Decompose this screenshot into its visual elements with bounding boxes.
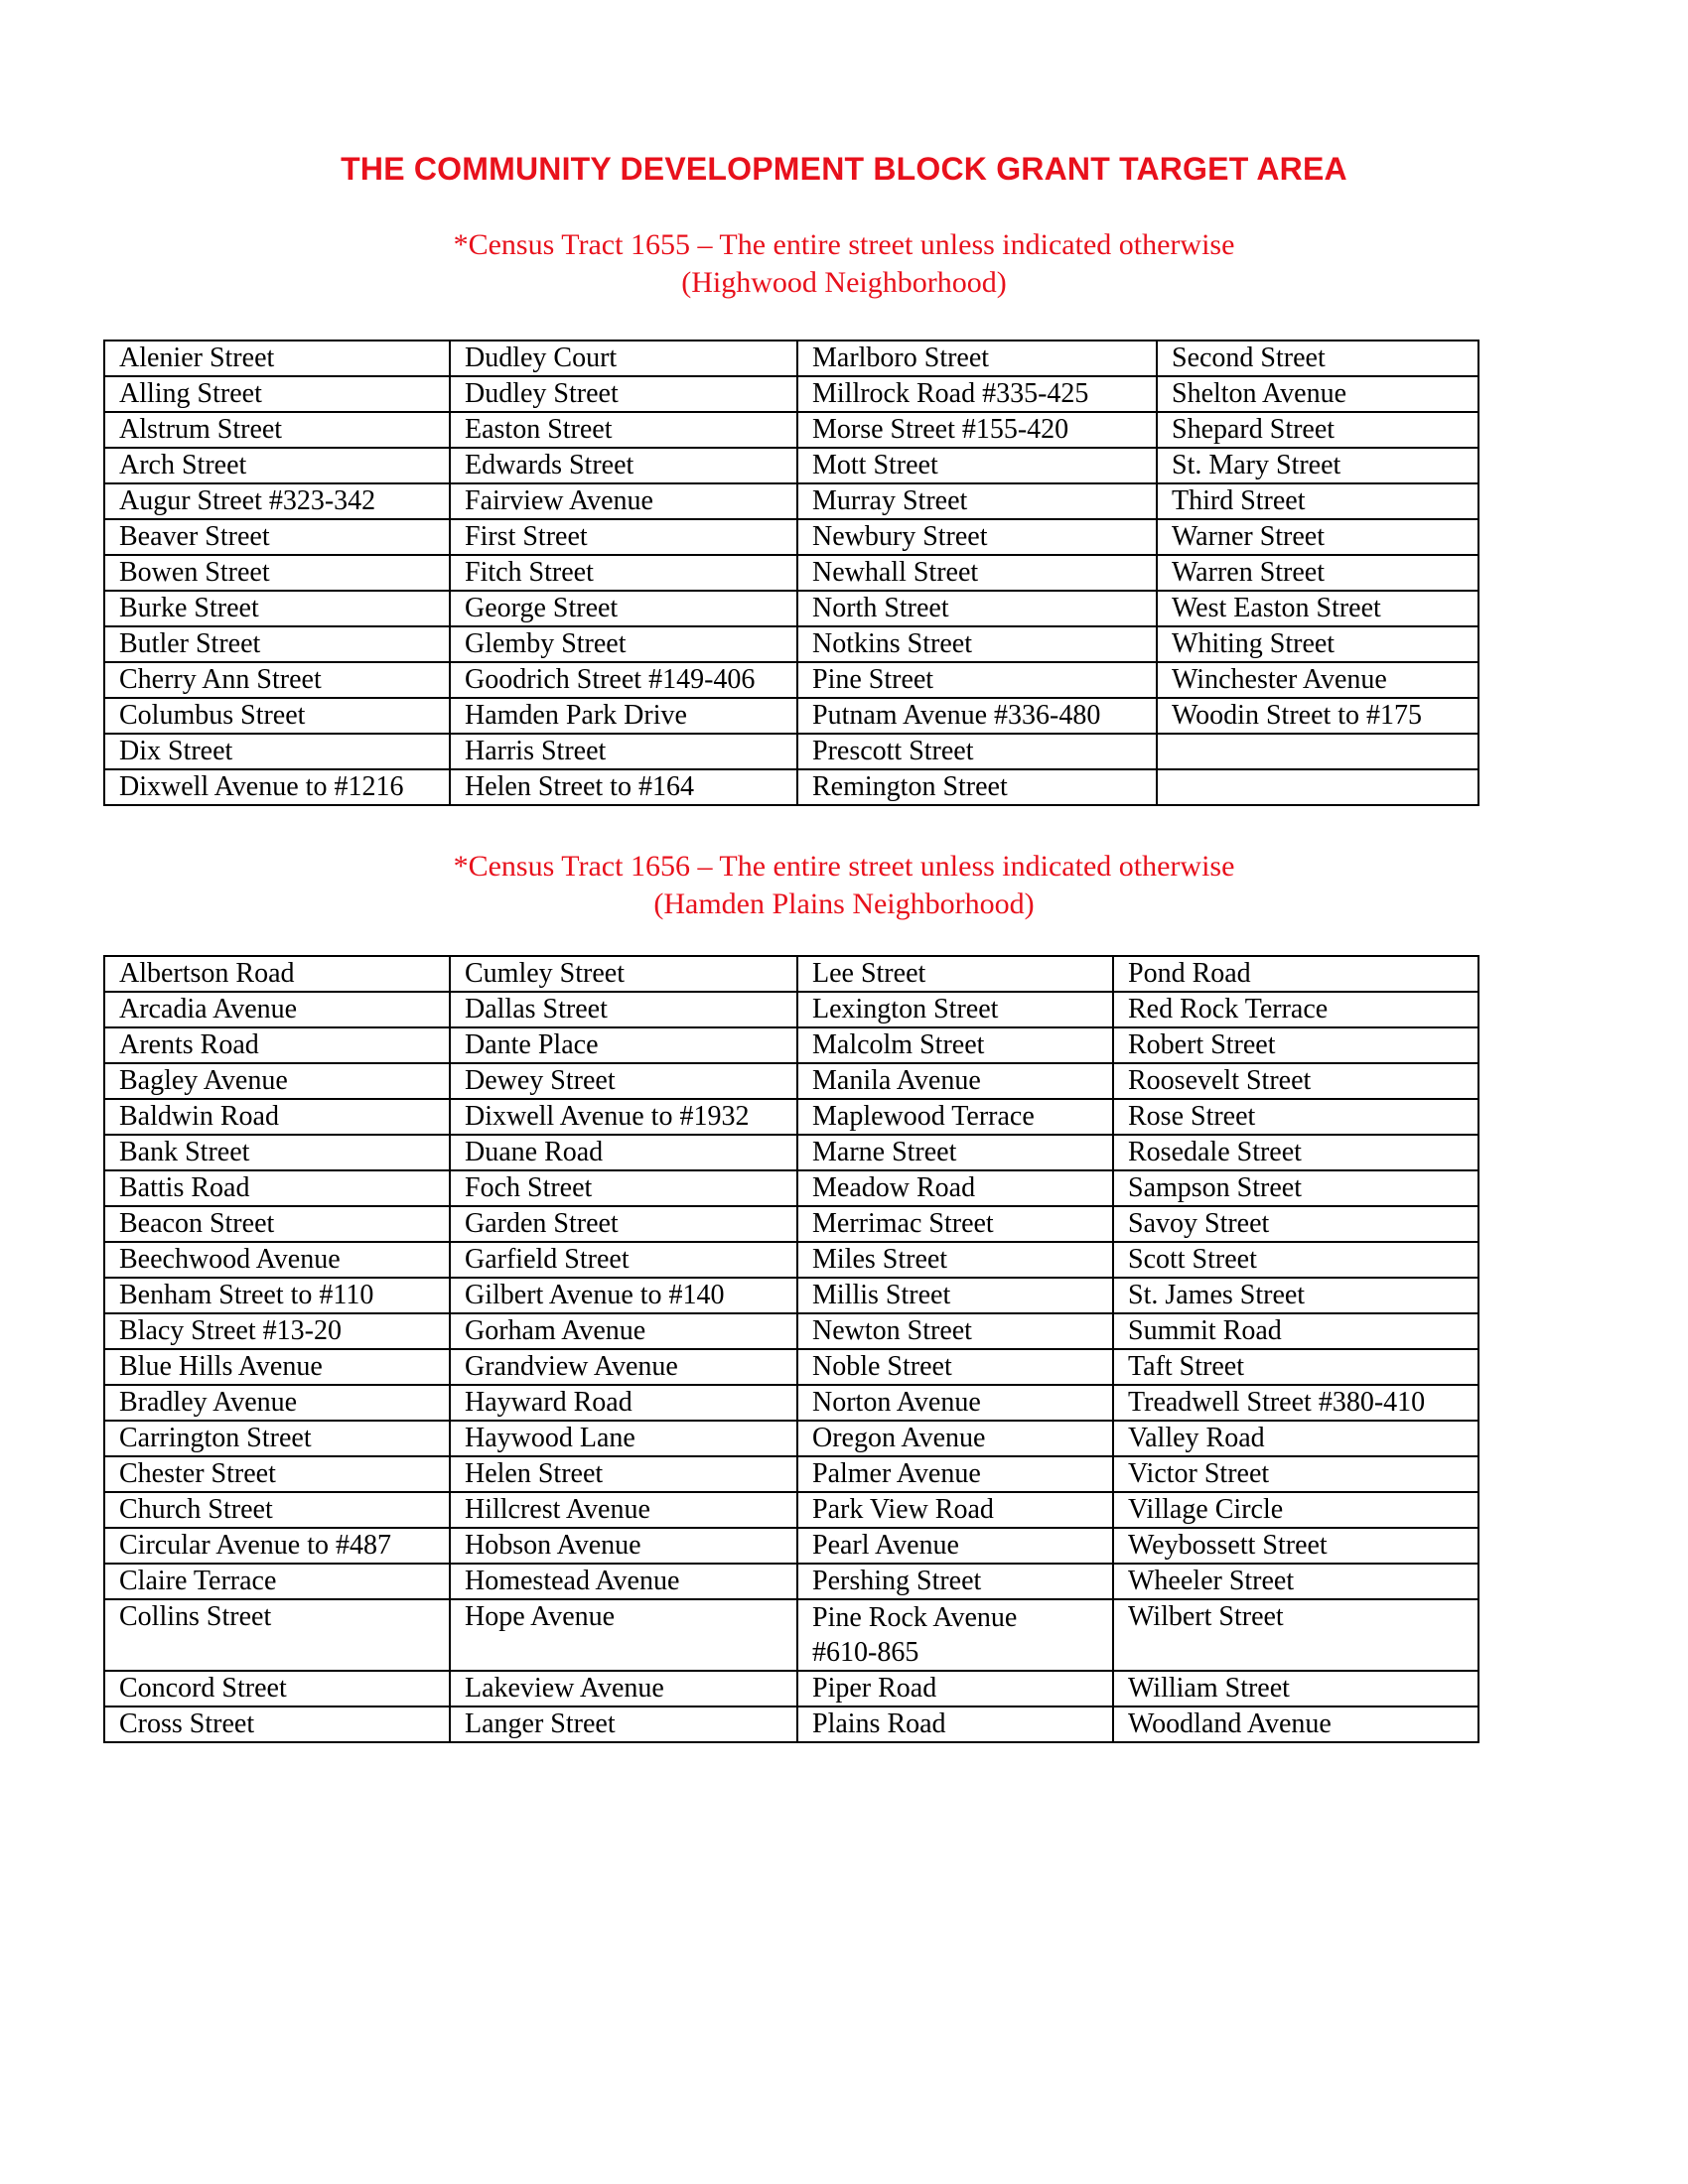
street-cell: Benham Street to #110 [104,1278,450,1313]
street-cell: Glemby Street [450,626,797,662]
street-cell: Newhall Street [797,555,1157,591]
street-cell: Beacon Street [104,1206,450,1242]
street-cell: Concord Street [104,1671,450,1706]
table-row [104,1671,1478,1706]
street-cell: Hamden Park Drive [450,698,797,734]
street-cell: Scott Street [1113,1242,1478,1278]
street-cell: Bagley Avenue [104,1063,450,1099]
table-row [104,698,1478,734]
street-cell: Foch Street [450,1170,797,1206]
street-cell: Claire Terrace [104,1564,450,1599]
street-cell [1157,734,1478,769]
table-row [104,519,1478,555]
table-row [104,1170,1478,1206]
street-cell: Warren Street [1157,555,1478,591]
street-cell: Miles Street [797,1242,1113,1278]
street-cell: Murray Street [797,483,1157,519]
street-cell: West Easton Street [1157,591,1478,626]
street-cell: Duane Road [450,1135,797,1170]
street-cell: Butler Street [104,626,450,662]
table-row [104,1349,1478,1385]
street-cell: Dudley Street [450,376,797,412]
street-cell: St. James Street [1113,1278,1478,1313]
street-cell: Burke Street [104,591,450,626]
tract-1656-heading-line1: *Census Tract 1656 – The entire street unless indicated otherwise [453,850,1235,883]
street-cell: Beaver Street [104,519,450,555]
street-cell: Easton Street [450,412,797,448]
table-row [104,1206,1478,1242]
street-cell: Meadow Road [797,1170,1113,1206]
street-cell: Mott Street [797,448,1157,483]
table-row [104,1027,1478,1063]
street-cell: Lee Street [797,956,1113,992]
street-cell: Garden Street [450,1206,797,1242]
street-cell: Prescott Street [797,734,1157,769]
street-cell: Arents Road [104,1027,450,1063]
street-cell: Warner Street [1157,519,1478,555]
table-row [104,1135,1478,1170]
table-row [104,1242,1478,1278]
street-cell: Taft Street [1113,1349,1478,1385]
street-cell: Alenier Street [104,341,450,376]
table-row [104,992,1478,1027]
street-cell: Noble Street [797,1349,1113,1385]
table-row [104,769,1478,805]
street-cell: Newton Street [797,1313,1113,1349]
street-cell: Red Rock Terrace [1113,992,1478,1027]
street-cell: Woodin Street to #175 [1157,698,1478,734]
street-cell: Bradley Avenue [104,1385,450,1421]
tract-1655-street-table [103,340,1479,806]
street-cell: Valley Road [1113,1421,1478,1456]
street-cell: Goodrich Street #149-406 [450,662,797,698]
street-cell: Hillcrest Avenue [450,1492,797,1528]
street-cell: Piper Road [797,1671,1113,1706]
street-cell: Blacy Street #13-20 [104,1313,450,1349]
street-cell: Savoy Street [1113,1206,1478,1242]
street-cell: Albertson Road [104,956,450,992]
street-cell: Merrimac Street [797,1206,1113,1242]
street-cell: Arch Street [104,448,450,483]
street-cell: Edwards Street [450,448,797,483]
street-cell: Dante Place [450,1027,797,1063]
table-row [104,412,1478,448]
street-cell: Shepard Street [1157,412,1478,448]
street-cell: Arcadia Avenue [104,992,450,1027]
street-cell: Fairview Avenue [450,483,797,519]
street-cell: Pine Street [797,662,1157,698]
street-cell: Millrock Road #335-425 [797,376,1157,412]
street-cell: Rosedale Street [1113,1135,1478,1170]
street-cell: George Street [450,591,797,626]
street-cell: Haywood Lane [450,1421,797,1456]
street-cell: Augur Street #323-342 [104,483,450,519]
street-cell: Alling Street [104,376,450,412]
street-cell: Newbury Street [797,519,1157,555]
street-cell: Robert Street [1113,1027,1478,1063]
street-cell: Rose Street [1113,1099,1478,1135]
street-cell: Putnam Avenue #336-480 [797,698,1157,734]
street-cell: Helen Street to #164 [450,769,797,805]
street-cell: Cherry Ann Street [104,662,450,698]
street-cell: Treadwell Street #380-410 [1113,1385,1478,1421]
table-row [104,1385,1478,1421]
street-cell: Norton Avenue [797,1385,1113,1421]
street-cell: Remington Street [797,769,1157,805]
street-cell: Pearl Avenue [797,1528,1113,1564]
table-row [104,1063,1478,1099]
street-cell: Garfield Street [450,1242,797,1278]
street-cell: Wheeler Street [1113,1564,1478,1599]
street-cell: Carrington Street [104,1421,450,1456]
street-cell: Harris Street [450,734,797,769]
table-row [104,1456,1478,1492]
tract-1655-heading [0,226,1688,302]
street-cell: Sampson Street [1113,1170,1478,1206]
street-cell: St. Mary Street [1157,448,1478,483]
table-row [104,1599,1478,1671]
tract-1656-heading [0,848,1688,923]
street-cell: Columbus Street [104,698,450,734]
table-row [104,1313,1478,1349]
street-cell: Marlboro Street [797,341,1157,376]
table-row [104,956,1478,992]
street-cell: Collins Street [104,1599,450,1671]
street-cell: Bank Street [104,1135,450,1170]
street-cell: Church Street [104,1492,450,1528]
table-row [104,662,1478,698]
street-cell: Village Circle [1113,1492,1478,1528]
street-cell: Shelton Avenue [1157,376,1478,412]
street-cell: Hayward Road [450,1385,797,1421]
table-row [104,448,1478,483]
table-row [104,734,1478,769]
street-cell: Fitch Street [450,555,797,591]
street-cell: Circular Avenue to #487 [104,1528,450,1564]
street-cell: Blue Hills Avenue [104,1349,450,1385]
table-row [104,1528,1478,1564]
table-row [104,341,1478,376]
street-cell: First Street [450,519,797,555]
street-cell: Baldwin Road [104,1099,450,1135]
street-cell [1157,769,1478,805]
street-cell: Plains Road [797,1706,1113,1742]
tract-1656-street-table [103,955,1479,1743]
street-cell: Beechwood Avenue [104,1242,450,1278]
street-cell: Helen Street [450,1456,797,1492]
tract-1655-heading-line1: *Census Tract 1655 – The entire street unless indicated otherwise [453,228,1235,261]
street-cell: Dixwell Avenue to #1932 [450,1099,797,1135]
street-cell: Marne Street [797,1135,1113,1170]
street-cell: Third Street [1157,483,1478,519]
street-cell: Victor Street [1113,1456,1478,1492]
street-cell: Summit Road [1113,1313,1478,1349]
street-cell: Alstrum Street [104,412,450,448]
street-cell: Langer Street [450,1706,797,1742]
street-cell: Maplewood Terrace [797,1099,1113,1135]
street-cell: Park View Road [797,1492,1113,1528]
street-cell: Dewey Street [450,1063,797,1099]
street-cell: Malcolm Street [797,1027,1113,1063]
street-cell: Gorham Avenue [450,1313,797,1349]
table-row [104,555,1478,591]
street-cell: Roosevelt Street [1113,1063,1478,1099]
street-cell: Wilbert Street [1113,1599,1478,1671]
street-cell: Dallas Street [450,992,797,1027]
street-cell: Pond Road [1113,956,1478,992]
street-cell: Dudley Court [450,341,797,376]
street-cell: Oregon Avenue [797,1421,1113,1456]
table-row [104,1706,1478,1742]
page-title: THE COMMUNITY DEVELOPMENT BLOCK GRANT TARGET AREA [341,151,1347,187]
table-row [104,591,1478,626]
street-cell: Dix Street [104,734,450,769]
street-cell: North Street [797,591,1157,626]
street-cell: Morse Street #155-420 [797,412,1157,448]
street-cell: Chester Street [104,1456,450,1492]
table-row [104,1099,1478,1135]
street-cell: Millis Street [797,1278,1113,1313]
street-cell: Dixwell Avenue to #1216 [104,769,450,805]
street-cell: Second Street [1157,341,1478,376]
street-cell: Cumley Street [450,956,797,992]
street-cell: Notkins Street [797,626,1157,662]
table-row [104,1278,1478,1313]
street-cell: Woodland Avenue [1113,1706,1478,1742]
tract-1655-heading-line2: (Highwood Neighborhood) [681,266,1007,299]
street-cell: Homestead Avenue [450,1564,797,1599]
street-cell: Gilbert Avenue to #140 [450,1278,797,1313]
table-row [104,483,1478,519]
street-cell: Pine Rock Avenue #610-865 [797,1599,1113,1671]
street-cell: Bowen Street [104,555,450,591]
street-cell: Lakeview Avenue [450,1671,797,1706]
street-cell: William Street [1113,1671,1478,1706]
table-row [104,1492,1478,1528]
street-cell: Weybossett Street [1113,1528,1478,1564]
street-cell: Cross Street [104,1706,450,1742]
table-row [104,376,1478,412]
table-row [104,1564,1478,1599]
street-cell: Hobson Avenue [450,1528,797,1564]
street-cell: Hope Avenue [450,1599,797,1671]
street-cell: Whiting Street [1157,626,1478,662]
street-cell: Manila Avenue [797,1063,1113,1099]
street-cell: Winchester Avenue [1157,662,1478,698]
street-cell: Grandview Avenue [450,1349,797,1385]
tract-1656-heading-line2: (Hamden Plains Neighborhood) [653,887,1035,920]
table-row [104,626,1478,662]
street-cell: Pershing Street [797,1564,1113,1599]
street-cell: Palmer Avenue [797,1456,1113,1492]
table-row [104,1421,1478,1456]
street-cell: Lexington Street [797,992,1113,1027]
street-cell: Battis Road [104,1170,450,1206]
